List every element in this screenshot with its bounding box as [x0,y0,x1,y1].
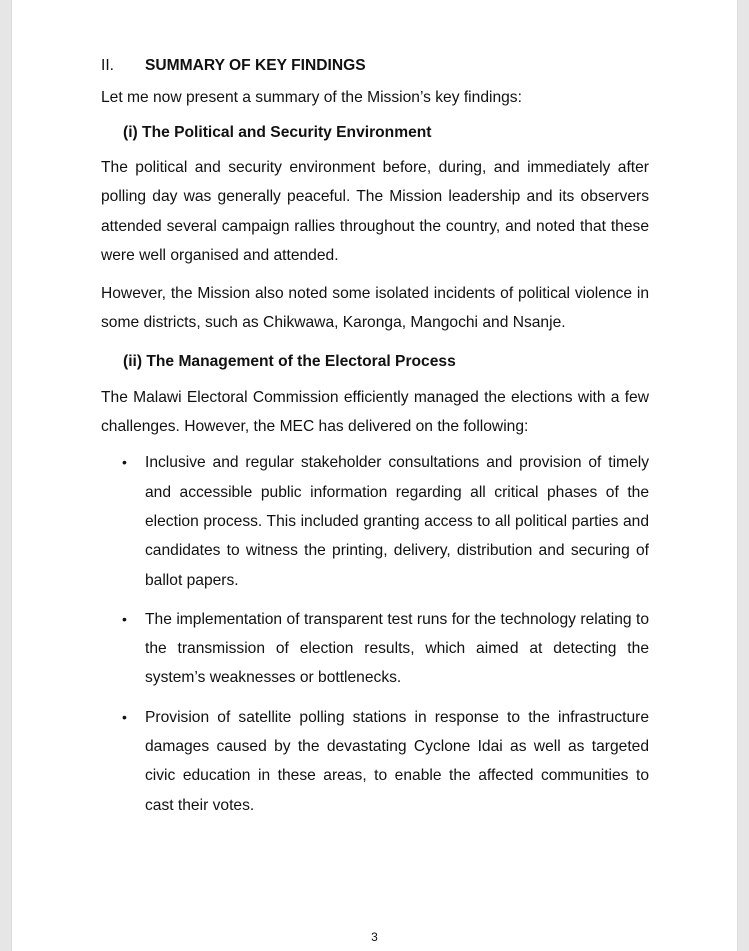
bullet-icon: • [122,454,127,471]
bullet-item-stakeholder-consultations [101,448,649,594]
bullet-icon: • [122,708,127,725]
section-heading [101,56,649,76]
section-title: SUMMARY OF KEY FINDINGS [145,57,366,74]
bullet-icon: • [122,610,127,627]
bullet-item-satellite-polling [101,703,649,820]
section-number: II. [101,57,114,74]
page-content [101,56,649,830]
page-number: 3 [371,930,378,944]
paragraph-isolated-violence: However, the Mission also noted some isolated incidents of political violence in some districts, such as Chikwawa, Karonga, Mangochi and Nsanje. [101,285,649,332]
bullet-text: The implementation of transparent test runs for the technology relating to the transmission of election results, which aimed at detecting the system’s weaknesses or bottlenecks. [145,610,649,687]
bullet-text: Inclusive and regular stakeholder consultations and provision of timely and accessible public information regarding all critical phases of the election process. This included granting access to all political parties and candidates to witness the printing, delivery, distribution and securing of ballot papers. [145,454,649,589]
paragraph-mec-management: The Malawi Electoral Commission efficiently managed the elections with a few challenges. However, the MEC has delivered on the following: [101,388,649,436]
bullet-item-test-runs [101,605,649,693]
document-page [12,0,737,951]
paragraph-political-environment: The political and security environment before, during, and immediately after polling day was generally peaceful. The Mission leadership and its observers attended several campaign rallies throughout the country, and noted that these were well organised and attended. [101,159,649,264]
findings-bullet-list [101,448,649,820]
subsection-title-political-security: (i) The Political and Security Environment [123,124,432,141]
intro-paragraph: Let me now present a summary of the Mission’s key findings: [101,89,522,106]
bullet-text: Provision of satellite polling stations in response to the infrastructure damages caused by the devastating Cyclone Idai as well as targeted civic education in these areas, to enable the affected communities to cast their votes. [145,708,649,814]
subsection-title-electoral-process: (ii) The Management of the Electoral Process [123,352,456,370]
